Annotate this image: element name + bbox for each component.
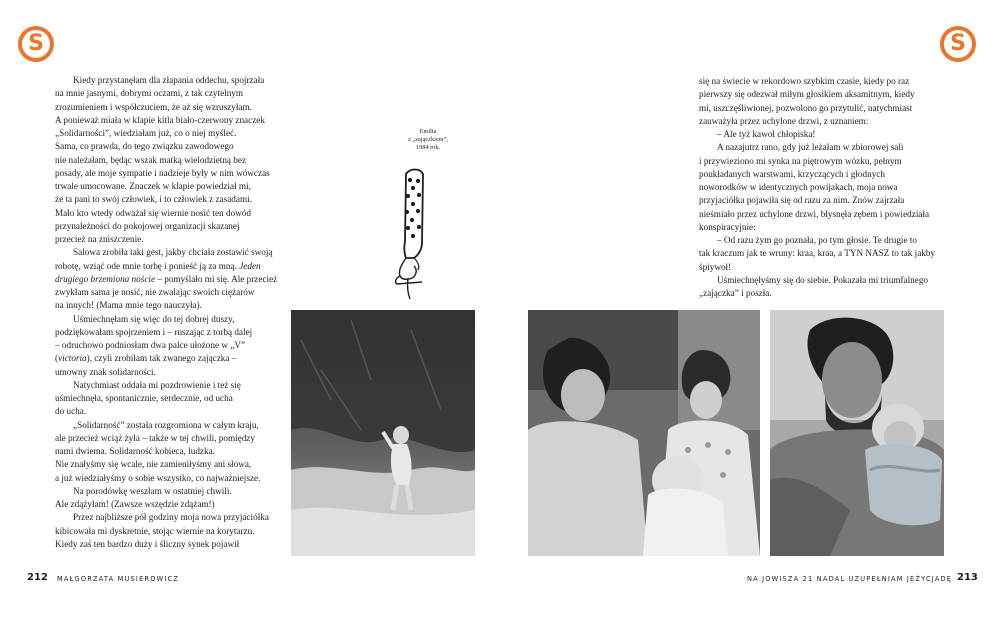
text-line: Nie znałyśmy się wcale, nie zamieniłyśmy ani słowa, <box>55 459 252 470</box>
text-line: konspiracyjnie: <box>699 221 756 232</box>
author-name: MAŁGORZATA MUSIEROWICZ <box>57 575 179 583</box>
text-line: do ucha. <box>55 406 87 417</box>
text-line: A ponieważ miała w klapie kitla biało-czerwony znaczek <box>55 114 265 125</box>
logo-left <box>18 26 54 62</box>
text-line: „zajączka” i poszła. <box>699 288 772 298</box>
text-line: A nazajutrz rano, gdy już leżałam w zbiorowej sali <box>717 142 904 153</box>
text-line: drugiego brzemiona noście – pomyślało mi się. Ale przecież <box>55 273 278 284</box>
text-line: – odruchowo podniosłam dwa palce ułożone w „V” <box>55 340 246 350</box>
text-line: mi, uszczęśliwionej, pozwolono go przytulić, natychmiast <box>699 102 913 113</box>
logo-right <box>940 26 976 62</box>
text-line: umowny znak solidarności. <box>55 366 156 377</box>
logo-letter: S <box>28 31 44 56</box>
text-line: noworodków w identycznych powijakach, moja nowa <box>699 182 898 192</box>
text-line: ale przecież wciąż żyła – także w tej chwili, pomiędzy <box>55 432 255 443</box>
text-line: Salowa zrobiła taki gest, jakby chciała zostawić swoją <box>73 247 273 258</box>
photo-father-with-baby <box>770 310 944 556</box>
page-number-left: 212 <box>27 572 48 583</box>
text-line: pierwszy się odezwał miłym głosikiem aksamitnym, kiedy <box>699 89 915 100</box>
photo-child-on-beach <box>291 310 475 556</box>
text-line: Kiedy przystanęłam dla złapania oddechu, spojrzała <box>73 75 265 85</box>
text-line: i przywieziono mi synka na piętrowym wózku, pełnym <box>699 155 902 166</box>
text-line: „Solidarność” została rozgromiona w całym kraju, <box>73 419 259 430</box>
text-line: podziękowałam spojrzeniem i – ruszając z torbą dalej <box>55 326 253 337</box>
text-line: robotę, wziąć ode mnie torbę i ponieść ją za mną. Jeden <box>55 260 261 271</box>
right-text-column <box>699 75 949 300</box>
text-line: śpiywoł! <box>699 261 732 272</box>
text-line: posady, ale moje sympatie i nadzieje były w nim wówczas <box>55 167 270 178</box>
text-line: Kiedy zaś ten bardzo duży i śliczny synek pojawił <box>55 538 240 549</box>
text-line: Na porodówkę weszłam w ostatniej chwili. <box>73 485 232 496</box>
caption-line: Emilia <box>419 128 437 135</box>
text-line: uśmiechnęła, spontanicznie, serdecznie, od ucha <box>55 393 233 403</box>
left-text-column <box>55 74 287 551</box>
text-line: na mnie jasnymi, dobrymi oczami, z tak czytelnym <box>55 88 244 99</box>
text-line: przyjaciółka pojawiła się od razu za nim. Znów zajrzała <box>699 195 905 206</box>
text-line: (victoria), czyli zrobiłam tak zwanego zajączka – <box>55 353 237 364</box>
text-line: – Ale tyż kawoł chłopiska! <box>717 129 816 139</box>
text-line: a już wiedziałyśmy o sobie wszystko, co najważniejsze. <box>55 472 261 483</box>
text-line: Przez najbliższe pół godziny moja nowa przyjaciółka <box>73 512 269 523</box>
page-number-right: 213 <box>957 572 978 583</box>
text-line: Natychmiast oddała mi pozdrowienie i też się <box>73 379 241 390</box>
text-line: Sama, co prawda, do tego związku zawodowego <box>55 141 234 152</box>
running-title: NA JOWISZA 21 NADAL UZUPEŁNIAM JEŻYCJADĘ <box>747 575 953 583</box>
caption-line: z „zajączkiem”, <box>408 136 448 143</box>
zajaczek-hand-sketch <box>392 166 434 300</box>
logo-letter: S <box>950 31 966 56</box>
text-line: się na świecie w rekordowo szybkim czasie, kiedy po raz <box>699 76 910 86</box>
text-line: Mało kto wtedy odważał się wiernie nosić ten dowód <box>55 207 251 218</box>
text-line: kibicowała mi dyskretnie, stojąc wiernie na korytarzu. <box>55 525 255 536</box>
text-line: poukładanych warstwami, krzyczących i głodnych <box>699 168 885 179</box>
photo-boy-girl-baby <box>528 310 760 556</box>
caption-line: 1984 rok. <box>415 144 441 151</box>
text-line: nieśmiało przez uchylone drzwi, błysnęła zębem i powiedziała <box>699 208 930 219</box>
text-line: zrozumieniem i współczuciem, że aż się wzruszyłam. <box>55 101 252 112</box>
text-line: nami dwiema. Solidarność kobieca, ludzka. <box>55 446 215 456</box>
text-line: „Solidarności”, wiedziałam już, co o niej myśleć. <box>55 128 237 138</box>
text-line: nie należałam, będąc wszak matką wielodzietną bez <box>55 154 247 165</box>
text-line: Ale zdążyłam! (Zawsze wszędzie zdążam!) <box>55 499 215 509</box>
text-line: zwykłam sama je nosić, nie zwalając swoich ciężarów <box>55 287 255 297</box>
text-line: na innych! (Mama mnie tego nauczyła). <box>55 300 202 311</box>
text-line: trwale umocowane. Znaczek w klapie powiedział mi, <box>55 181 251 191</box>
text-line: zauważyła przez uchylone drzwi, z uznaniem: <box>699 115 869 126</box>
text-line: Uśmiechnęłyśmy się do siebie. Pokazała mi triumfalnego <box>717 274 929 285</box>
sketch-caption <box>393 128 463 152</box>
text-line: przynależności do pokojowej organizacji skazanej <box>55 220 240 231</box>
text-line: tak kraczum jak te wruny: kraa, kraa, a TYN NASZ to tak jakby <box>699 248 936 259</box>
text-line: – Od razu żym go poznała, po tym głosie. Te drugie to <box>717 235 917 245</box>
text-line: że ta pani to swój człowiek, i to człowiek z zasadami. <box>55 194 252 205</box>
text-line: Uśmiechnęłam się więc do tej dobrej duszy, <box>73 313 235 324</box>
text-line: przecież na zniszczenie. <box>55 234 144 244</box>
